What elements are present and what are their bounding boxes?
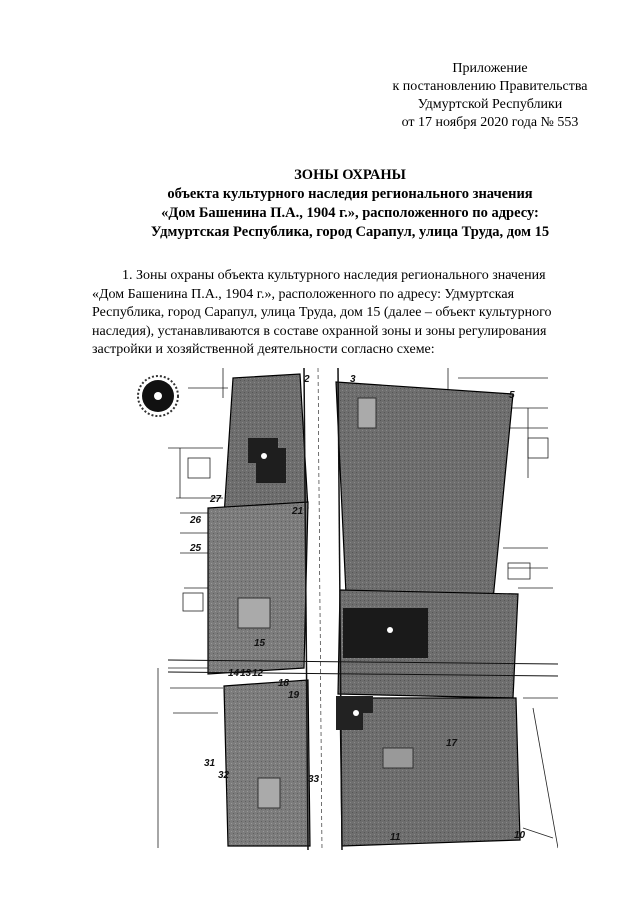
appendix-republic: Удмуртской Республики — [417, 97, 563, 112]
point-label: 2 — [304, 374, 310, 385]
point-label: 31 — [204, 758, 216, 769]
paragraph-line-4: наследия), устанавливаются в составе охранной зоны и зоны регулирования — [92, 323, 547, 339]
title-line-1: ЗОНЫ ОХРАНЫ — [294, 167, 406, 183]
heritage-object-building — [343, 608, 428, 658]
zone-south-right — [340, 698, 520, 846]
paragraph-line-3: Республика, город Сарапул, улица Труда, дом 15 (далее – объект культурного — [92, 305, 552, 320]
point-label: 33 — [308, 774, 320, 785]
point-label: 17 — [446, 738, 458, 749]
zone-south-left — [224, 680, 310, 846]
point-label: 19 — [288, 690, 300, 701]
title-line-2: объекта культурного наследия регионального значения — [167, 186, 533, 202]
body-paragraph — [92, 267, 607, 360]
compass-rose-icon — [138, 376, 178, 416]
outbuilding-1 — [358, 398, 376, 428]
appendix-header — [370, 60, 610, 132]
point-label: 15 — [254, 638, 266, 649]
point-label: 32 — [218, 770, 230, 781]
point-label: 27 — [210, 494, 222, 505]
point-label: 25 — [190, 543, 202, 554]
paragraph-line-1: 1. Зоны охраны объекта культурного наследия регионального значения — [122, 268, 546, 283]
outbuilding-3 — [258, 778, 280, 808]
title-line-4: Удмуртская Республика, город Сарапул, улица Труда, дом 15 — [150, 224, 550, 240]
point-label: 12 — [252, 668, 264, 679]
paragraph-line-2: «Дом Башенина П.А., 1904 г.», расположенного по адресу: Удмуртская — [92, 286, 515, 302]
point-label: 3 — [350, 374, 356, 385]
point-label: 14 — [228, 668, 240, 679]
outbuilding-4 — [383, 748, 413, 768]
point-label: 10 — [514, 830, 526, 841]
appendix-decree: к постановлению Правительства — [392, 79, 588, 94]
point-label: 21 — [292, 506, 304, 517]
point-label: 18 — [278, 678, 290, 689]
point-label: 11 — [390, 832, 401, 843]
title-line-3: «Дом Башенина П.А., 1904 г.», расположенного по адресу: — [161, 205, 539, 221]
point-label: 13 — [240, 668, 252, 679]
appendix-date: от 17 ноября 2020 года № 553 — [401, 115, 579, 130]
zone-scheme-map — [128, 368, 558, 850]
appendix-label: Приложение — [452, 61, 528, 76]
document-title — [60, 166, 640, 242]
point-label: 26 — [190, 515, 202, 526]
point-label: 5 — [509, 390, 515, 401]
paragraph-line-5: застройки и хозяйственной деятельности согласно схеме: — [92, 342, 435, 357]
outbuilding-2 — [238, 598, 270, 628]
